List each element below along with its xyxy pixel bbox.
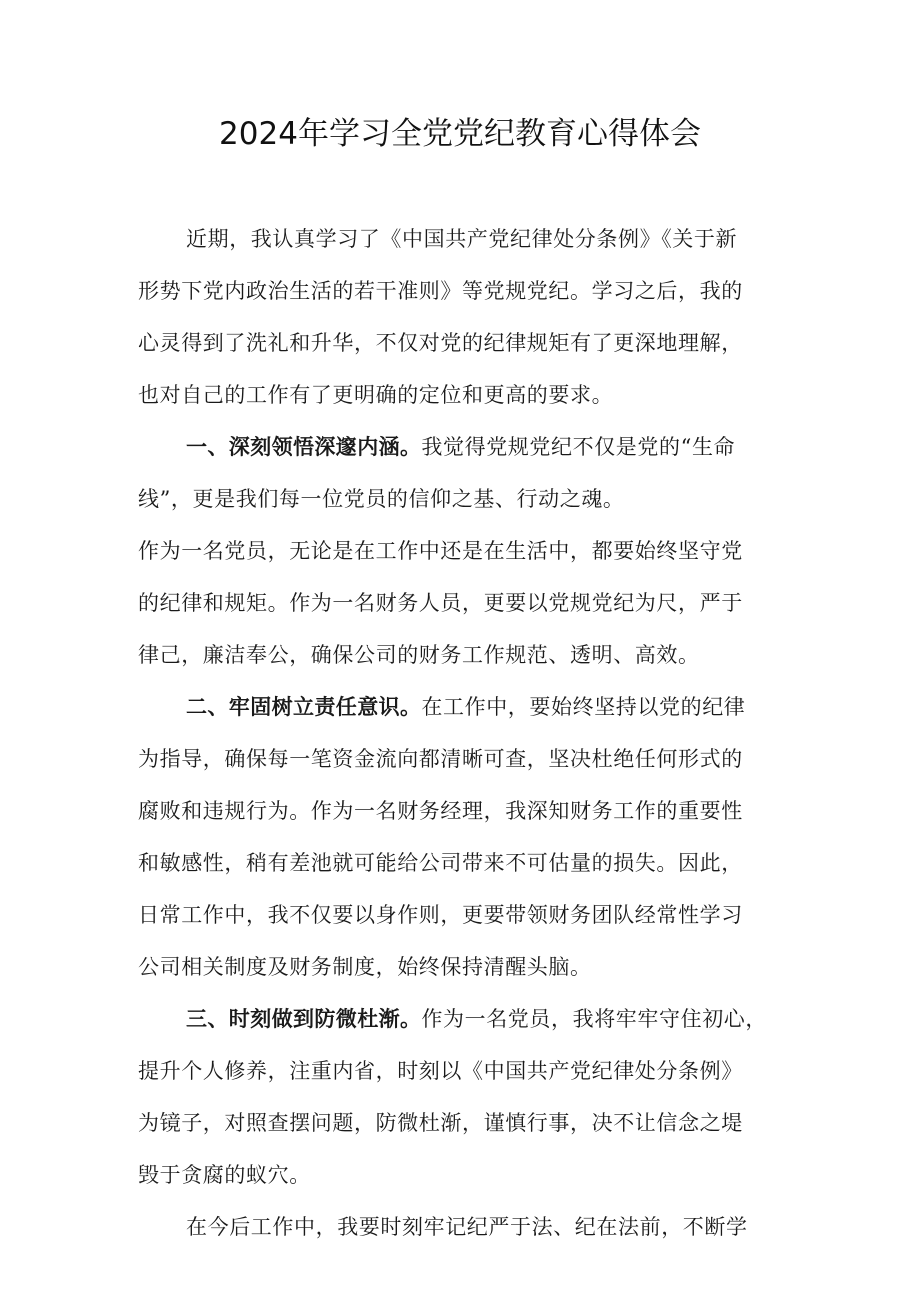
section-text: 在工作中，要始终坚持以党的纪律 xyxy=(421,695,746,719)
text-line: 心灵得到了洗礼和升华，不仅对党的纪律规矩有了更深地理解， xyxy=(138,331,743,355)
text-line: 形势下党内政治生活的若干准则》等党规党纪。学习之后，我的 xyxy=(138,279,743,303)
text-line: 律己，廉洁奉公，确保公司的财务工作规范、透明、高效。 xyxy=(138,643,700,667)
text-line: 为指导，确保每一笔资金流向都清晰可查，坚决杜绝任何形式的 xyxy=(138,747,743,771)
text-line: 提升个人修养，注重内省，时刻以《中国共产党纪律处分条例》 xyxy=(138,1059,743,1083)
text-line: 近期，我认真学习了《中国共产党纪律处分条例》《关于新 xyxy=(186,227,738,251)
text-line: 和敏感性，稍有差池就可能给公司带来不可估量的损失。因此， xyxy=(138,851,743,875)
text-line: 为镜子，对照查摆问题，防微杜渐，谨慎行事，决不让信念之堤 xyxy=(138,1111,743,1135)
text-line: 公司相关制度及财务制度，始终保持清醒头脑。 xyxy=(138,955,592,979)
text-line: 的纪律和规矩。作为一名财务人员，更要以党规党纪为尺，严于 xyxy=(138,591,743,615)
section-heading: 三、时刻做到防微杜渐。 xyxy=(186,1007,422,1031)
section-text: 作为一名党员，我将牢牢守住初心， xyxy=(421,1007,768,1031)
section-heading-line xyxy=(138,993,798,1045)
text-line: 日常工作中，我不仅要以身作则，更要带领财务团队经常性学习 xyxy=(138,903,743,927)
section-heading: 一、深刻领悟深邃内涵。 xyxy=(186,435,422,459)
text-line: 作为一名党员，无论是在工作中还是在生活中，都要始终坚守党 xyxy=(138,539,743,563)
document-title: 2024年学习全党党纪教育心得体会 xyxy=(219,116,701,152)
section-heading-line xyxy=(138,421,798,473)
section-text: 我觉得党规党纪不仅是党的“生命 xyxy=(421,435,736,459)
text-line: 毁于贪腐的蚁穴。 xyxy=(138,1163,311,1187)
text-line: 在今后工作中，我要时刻牢记纪严于法、纪在法前，不断学 xyxy=(186,1215,748,1239)
text-line: 也对自己的工作有了更明确的定位和更高的要求。 xyxy=(138,383,614,407)
text-line: 线”，更是我们每一位党员的信仰之基、行动之魂。 xyxy=(138,487,625,511)
text-line: 腐败和违规行为。作为一名财务经理，我深知财务工作的重要性 xyxy=(138,799,743,823)
section-heading: 二、牢固树立责任意识。 xyxy=(186,695,422,719)
section-heading-line xyxy=(138,681,798,733)
document-body xyxy=(138,213,798,1253)
